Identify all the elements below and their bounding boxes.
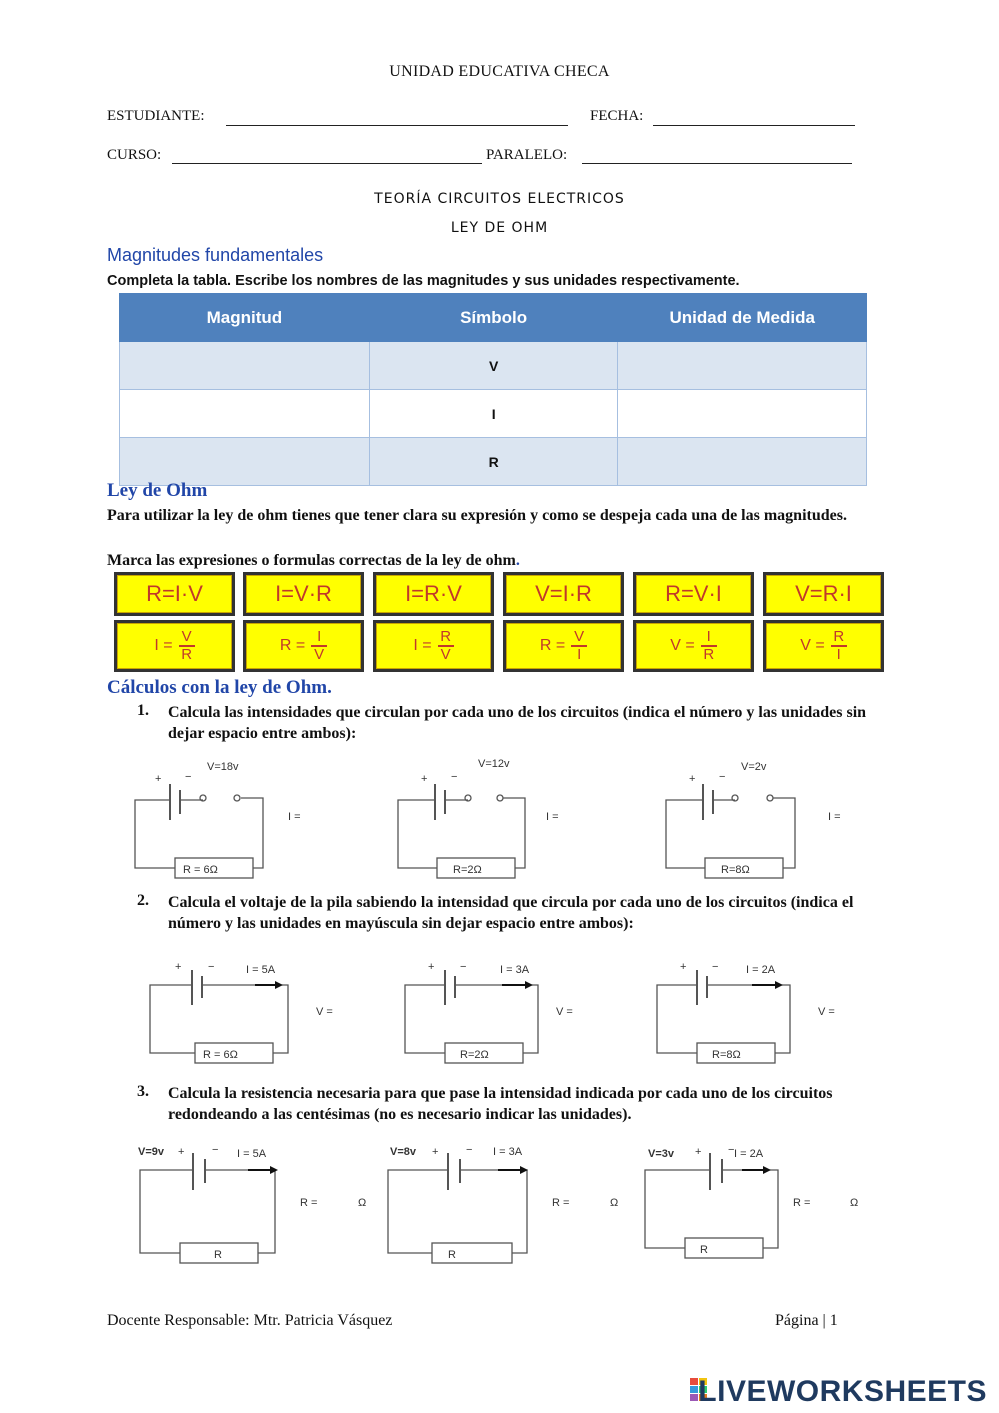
- page-number: [775, 1312, 838, 1330]
- answer-label: V =: [818, 1006, 835, 1018]
- symbol-cell: V: [369, 342, 618, 390]
- minus-sign: −: [466, 1144, 473, 1156]
- table-header-row: [120, 294, 867, 342]
- answer-label: V =: [316, 1006, 333, 1018]
- voltage-label: V=8v: [390, 1146, 416, 1158]
- section-heading-magnitudes: Magnitudes fundamentales: [107, 245, 324, 265]
- answer-input[interactable]: [815, 1194, 847, 1212]
- course-label: CURSO:: [107, 147, 162, 163]
- student-label: ESTUDIANTE:: [107, 108, 205, 124]
- formula-option[interactable]: R=I·V: [114, 572, 235, 616]
- parallel-field[interactable]: [582, 163, 852, 164]
- question-number: 1.: [137, 702, 149, 719]
- formula-option[interactable]: [373, 620, 494, 672]
- formula-option[interactable]: [633, 620, 754, 672]
- plus-sign: +: [421, 773, 428, 785]
- resistor-label: R=2Ω: [460, 1049, 489, 1061]
- formula-numerator: V: [181, 628, 192, 645]
- minus-sign: −: [728, 1144, 735, 1156]
- table-row: [120, 438, 867, 486]
- voltage-label: V=3v: [648, 1148, 674, 1160]
- formula-fraction: [311, 629, 327, 663]
- answer-input[interactable]: [310, 808, 380, 826]
- resistor-label: R = 6Ω: [203, 1049, 238, 1061]
- table-row: [120, 390, 867, 438]
- unit-answer-cell[interactable]: [618, 438, 867, 486]
- question-text: Calcula las intensidades que circulan por cada uno de los circuitos (indica el número y las unidades sin dejar espacio entre ambos):: [168, 704, 867, 742]
- teacher-name: Docente Responsable: Mtr. Patricia Vásquez: [107, 1312, 393, 1329]
- answer-label: I =: [546, 811, 559, 823]
- formula-option[interactable]: V=I·R: [503, 572, 624, 616]
- minus-sign: −: [719, 771, 726, 783]
- current-label: I = 3A: [500, 964, 530, 976]
- table-row: [120, 342, 867, 390]
- plus-sign: +: [695, 1146, 702, 1158]
- formula-denominator: V: [440, 646, 451, 663]
- voltage-label: V=18v: [207, 761, 239, 773]
- minus-sign: −: [712, 961, 719, 973]
- resistor-label: R=8Ω: [721, 864, 750, 876]
- plus-sign: +: [680, 961, 687, 973]
- minus-sign: −: [451, 771, 458, 783]
- brand-name: LIVEWORKSHEETS: [698, 1375, 987, 1408]
- formula-lhs: I =: [154, 637, 173, 654]
- answer-input[interactable]: [850, 808, 920, 826]
- voltage-label: V=2v: [741, 761, 767, 773]
- current-label: I = 2A: [734, 1148, 764, 1160]
- answer-label: V =: [556, 1006, 573, 1018]
- col-header-magnitud: Magnitud: [120, 294, 370, 342]
- question-number: 2.: [137, 892, 149, 909]
- plus-sign: +: [689, 773, 696, 785]
- plus-sign: +: [155, 773, 162, 785]
- page-separator: |: [822, 1312, 826, 1329]
- unit-answer-cell[interactable]: [618, 342, 867, 390]
- plus-sign: +: [178, 1146, 185, 1158]
- plus-sign: +: [428, 961, 435, 973]
- formula-option[interactable]: I=R·V: [373, 572, 494, 616]
- formula-denominator: I: [577, 646, 582, 663]
- resistor-label: R = 6Ω: [183, 864, 218, 876]
- col-header-unidad: Unidad de Medida: [618, 294, 867, 342]
- voltage-label: V=9v: [138, 1146, 164, 1158]
- formula-denominator: V: [314, 646, 325, 663]
- formula-denominator: R: [181, 646, 193, 663]
- answer-input[interactable]: [340, 1003, 410, 1021]
- formula-fraction: [438, 629, 454, 663]
- unit-label: Ω: [358, 1197, 367, 1209]
- formula-denominator: I: [836, 646, 841, 663]
- formula-fraction: [179, 629, 195, 663]
- question-number: 3.: [137, 1083, 149, 1100]
- date-label: FECHA:: [590, 108, 644, 124]
- formula-option[interactable]: V=R·I: [763, 572, 884, 616]
- answer-input[interactable]: [842, 1003, 912, 1021]
- q2-circuits: [140, 950, 880, 1065]
- symbol-cell: I: [369, 390, 618, 438]
- magnitude-answer-cell[interactable]: [120, 342, 370, 390]
- formula-option[interactable]: I=V·R: [243, 572, 364, 616]
- unit-label: Ω: [610, 1197, 619, 1209]
- formula-numerator: R: [833, 628, 845, 645]
- resistor-label: R: [214, 1249, 222, 1261]
- answer-label: I =: [828, 811, 841, 823]
- plus-sign: +: [175, 961, 182, 973]
- answer-input[interactable]: [322, 1194, 354, 1212]
- formula-numerator: R: [440, 628, 452, 645]
- formula-lhs: R =: [279, 637, 306, 654]
- page-subtitle: LEY DE OHM: [450, 220, 549, 236]
- minus-sign: −: [212, 1144, 219, 1156]
- current-label: I = 5A: [246, 964, 276, 976]
- question-text: Calcula la resistencia necesaria para que pase la intensidad indicada por cada uno de los circuitos redondeando a las centésimas (no es necesario indicar las unidades).: [168, 1085, 833, 1123]
- ohm-instruction-dot: .: [515, 552, 520, 569]
- answer-input[interactable]: [568, 808, 638, 826]
- parallel-label: PARALELO:: [486, 147, 568, 163]
- resistor-label: R=2Ω: [453, 864, 482, 876]
- date-field[interactable]: [653, 125, 855, 126]
- resistor-label: R: [700, 1244, 708, 1256]
- page-label: Página: [775, 1312, 819, 1329]
- col-header-simbolo: Símbolo: [369, 294, 618, 342]
- voltage-label: V=12v: [478, 758, 510, 770]
- formula-lhs: V =: [670, 637, 695, 654]
- formula-lhs: I =: [413, 637, 432, 654]
- school-name: UNIDAD EDUCATIVA CHECA: [389, 63, 610, 80]
- resistor-label: R: [448, 1249, 456, 1261]
- formula-fraction: [571, 629, 587, 663]
- magnitudes-table: [119, 293, 867, 486]
- plus-sign: +: [432, 1146, 439, 1158]
- resistor-label: R=8Ω: [712, 1049, 741, 1061]
- magnitude-answer-cell[interactable]: [120, 438, 370, 486]
- formula-fraction: [701, 629, 717, 663]
- course-field[interactable]: [172, 163, 482, 164]
- student-field[interactable]: [226, 125, 568, 126]
- unit-label: Ω: [850, 1197, 859, 1209]
- answer-input[interactable]: [574, 1194, 606, 1212]
- symbol-cell: R: [369, 438, 618, 486]
- answer-input[interactable]: [580, 1003, 650, 1021]
- ohm-instruction-text: Marca las expresiones o formulas correctas de la ley de ohm: [107, 552, 516, 569]
- answer-label: R =: [300, 1197, 318, 1209]
- formula-numerator: V: [574, 628, 585, 645]
- formula-option[interactable]: [243, 620, 364, 672]
- page-title: TEORÍA CIRCUITOS ELECTRICOS: [374, 191, 625, 207]
- ohm-description: Para utilizar la ley de ohm tienes que tener clara su expresión y como se despeja cada una de las magnitudes.: [107, 507, 847, 524]
- formula-numerator: I: [706, 628, 711, 645]
- formula-option[interactable]: [763, 620, 884, 672]
- q1-circuits: [125, 750, 885, 885]
- formula-option[interactable]: R=V·I: [633, 572, 754, 616]
- answer-label: R =: [552, 1197, 570, 1209]
- current-label: I = 3A: [493, 1146, 523, 1158]
- question-text: Calcula el voltaje de la pila sabiendo la intensidad que circula por cada uno de los circuitos (indica el número y las unidades en mayúscula sin dejar espacio entre ambos):: [168, 894, 854, 932]
- answer-label: I =: [288, 811, 301, 823]
- formula-option[interactable]: [503, 620, 624, 672]
- section-heading-calculos: Cálculos con la ley de Ohm.: [107, 677, 332, 698]
- ohm-instruction: [107, 550, 520, 571]
- current-label: I = 5A: [237, 1148, 267, 1160]
- minus-sign: −: [460, 961, 467, 973]
- section-heading-ohm: Ley de Ohm: [107, 480, 208, 501]
- current-label: I = 2A: [746, 964, 776, 976]
- minus-sign: −: [185, 771, 192, 783]
- magnitude-answer-cell[interactable]: [120, 390, 370, 438]
- unit-answer-cell[interactable]: [618, 390, 867, 438]
- q3-circuits: [130, 1135, 890, 1270]
- table-instruction: Completa la tabla. Escribe los nombres de las magnitudes y sus unidades respectivamente.: [107, 273, 740, 289]
- answer-label: R =: [793, 1197, 811, 1209]
- page-num: 1: [829, 1312, 838, 1329]
- formula-option[interactable]: [114, 620, 235, 672]
- minus-sign: −: [208, 961, 215, 973]
- formula-lhs: R =: [539, 637, 566, 654]
- formula-numerator: I: [317, 628, 322, 645]
- formula-denominator: R: [703, 646, 715, 663]
- formula-lhs: V =: [800, 637, 825, 654]
- formula-fraction: [831, 629, 847, 663]
